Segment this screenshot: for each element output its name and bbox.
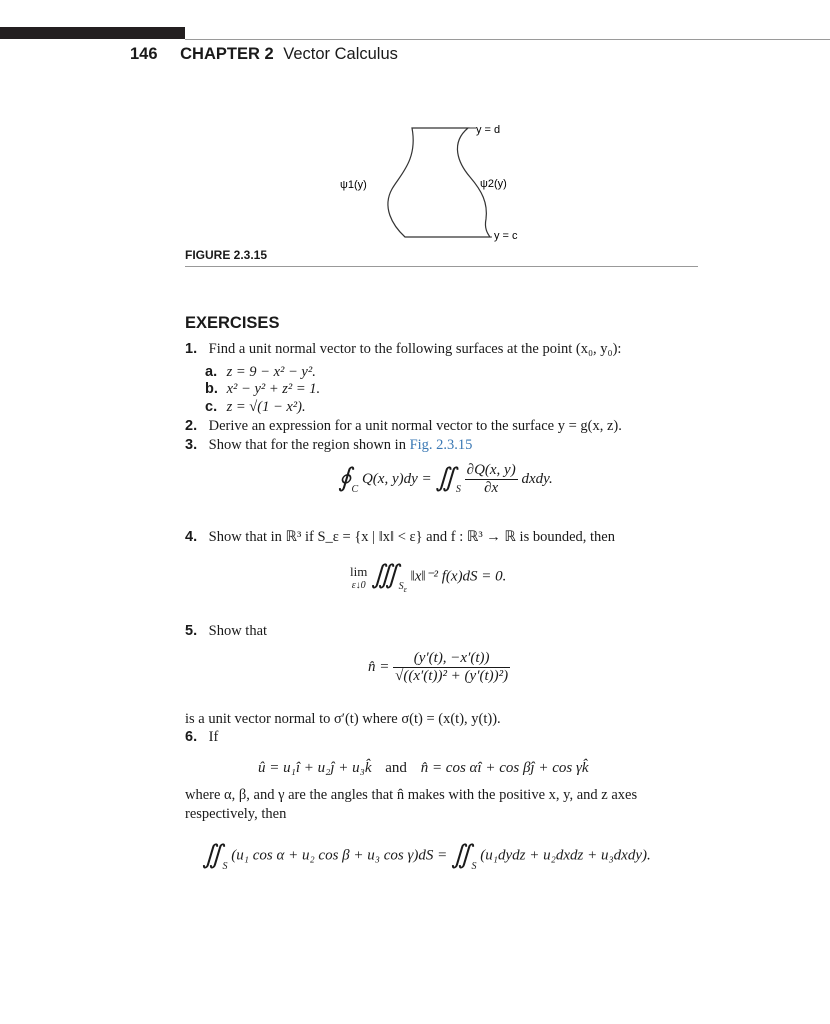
exercise-1a-equation: z = 9 − x² − y².: [226, 364, 316, 380]
label-y-equals-c: y = c: [494, 230, 518, 242]
exercise-4-body: ‖x‖⁻² f(x)dS = 0.: [410, 568, 507, 585]
limit-subscript: ε↓0: [351, 579, 366, 591]
exercise-3: [185, 437, 472, 454]
exercise-5-conclusion: is a unit vector normal to σ′(t) where σ(t) = (x(t), y(t)).: [185, 711, 501, 727]
exercise-1a: [205, 364, 316, 381]
exercise-1c: [205, 399, 306, 416]
limit-text: lim: [350, 563, 368, 579]
exercise-3-denominator: ∂x: [465, 479, 518, 497]
exercise-3-tail: dxdy.: [521, 470, 553, 487]
exercise-1-text: Find a unit normal vector to the following surfaces at the point (x₀, y₀):: [208, 341, 622, 357]
exercise-1b: [205, 381, 320, 398]
exercise-2-text: Derive an expression for a unit normal vector to the surface y = g(x, z).: [208, 418, 622, 434]
exercise-3-fraction: [465, 462, 518, 497]
exercise-6-where-line2: respectively, then: [185, 806, 287, 822]
exercise-3-numerator: ∂Q(x, y): [466, 462, 516, 478]
triple-integral-symbol: $∭_{S_\varepsilon}$: [371, 560, 407, 595]
exercise-5-denominator: √((x′(t))² + (y′(t))²): [395, 668, 509, 684]
exercise-6-text: If: [208, 729, 219, 745]
region-figure: [330, 115, 550, 245]
exercise-5-number: 5.: [185, 623, 198, 639]
region-outline: [388, 128, 490, 237]
and-text: and: [385, 760, 407, 776]
double-integral-symbol: $∬_S$: [435, 463, 461, 496]
exercise-6-final-lhs: (u₁ cos α + u₂ cos β + u₃ cos γ)dS =: [231, 847, 448, 864]
label-y-equals-d: y = d: [476, 124, 501, 136]
contour-integral-symbol: $∮_C$: [338, 463, 359, 496]
figure-reference-link[interactable]: Fig. 2.3.15: [409, 437, 473, 453]
header-bar: [0, 27, 185, 39]
exercise-5-fraction: [393, 650, 510, 685]
exercise-4-equation: [350, 560, 506, 594]
exercise-5: [185, 623, 267, 640]
figure-caption: FIGURE 2.3.15: [185, 248, 268, 262]
n-vector-definition: n̂ = cos αî + cos βĵ + cos γk̂: [420, 760, 589, 776]
exercise-1: [185, 341, 621, 358]
page-number: 146: [130, 45, 158, 63]
exercise-2: [185, 418, 622, 435]
chapter-label: CHAPTER 2: [180, 45, 274, 63]
limit-block: [350, 564, 367, 591]
exercise-5-lhs: n̂ =: [368, 659, 390, 675]
exercise-5-text: Show that: [208, 623, 268, 639]
exercise-6-number: 6.: [185, 729, 198, 745]
exercise-6: [185, 729, 218, 746]
exercise-6-where-line1: where α, β, and γ are the angles that n̂ makes with the positive x, y, and z axes: [185, 787, 638, 803]
exercise-3-lhs: Q(x, y)dy =: [361, 470, 432, 487]
exercise-1c-equation: z = √(1 − x²).: [226, 399, 306, 415]
page-header: [130, 45, 398, 64]
exercise-3-number: 3.: [185, 437, 198, 453]
exercise-3-text: Show that for the region shown in: [208, 437, 406, 453]
exercise-1b-equation: x² − y² + z² = 1.: [226, 381, 321, 397]
label-psi1: ψ1(y): [340, 179, 367, 191]
surface-integral-symbol-rhs: $∬_S$: [451, 840, 477, 873]
exercise-1b-label: b.: [205, 381, 218, 397]
exercise-1c-label: c.: [205, 399, 218, 415]
chapter-title: Vector Calculus: [283, 45, 398, 63]
header-rule: [185, 39, 830, 40]
exercises-heading: EXERCISES: [185, 314, 280, 332]
surface-integral-symbol-lhs: $∬_S$: [202, 840, 228, 873]
exercise-6-final-rhs: (u₁dydz + u₂dxdz + u₃dxdy).: [480, 847, 651, 864]
exercise-4-number: 4.: [185, 529, 198, 545]
u-vector-definition: û = u₁î + u₂ĵ + u₃k̂: [258, 760, 372, 776]
exercise-1a-label: a.: [205, 364, 218, 380]
exercise-4-text: Show that in ℝ³ if S_ε = {x | ‖x‖ < ε} and f : ℝ³ → ℝ is bounded, then: [208, 529, 615, 545]
exercise-6-definitions: [258, 760, 589, 777]
exercise-5-equation: [368, 650, 510, 685]
exercise-2-number: 2.: [185, 418, 198, 434]
exercise-6-final-equation: [202, 840, 651, 872]
exercise-4: [185, 529, 615, 546]
exercise-5-numerator: (y′(t), −x′(t)): [413, 650, 490, 666]
exercise-1-number: 1.: [185, 341, 198, 357]
label-psi2: ψ2(y): [480, 178, 507, 190]
figure-rule: [185, 266, 698, 267]
exercise-3-equation: [338, 462, 553, 497]
